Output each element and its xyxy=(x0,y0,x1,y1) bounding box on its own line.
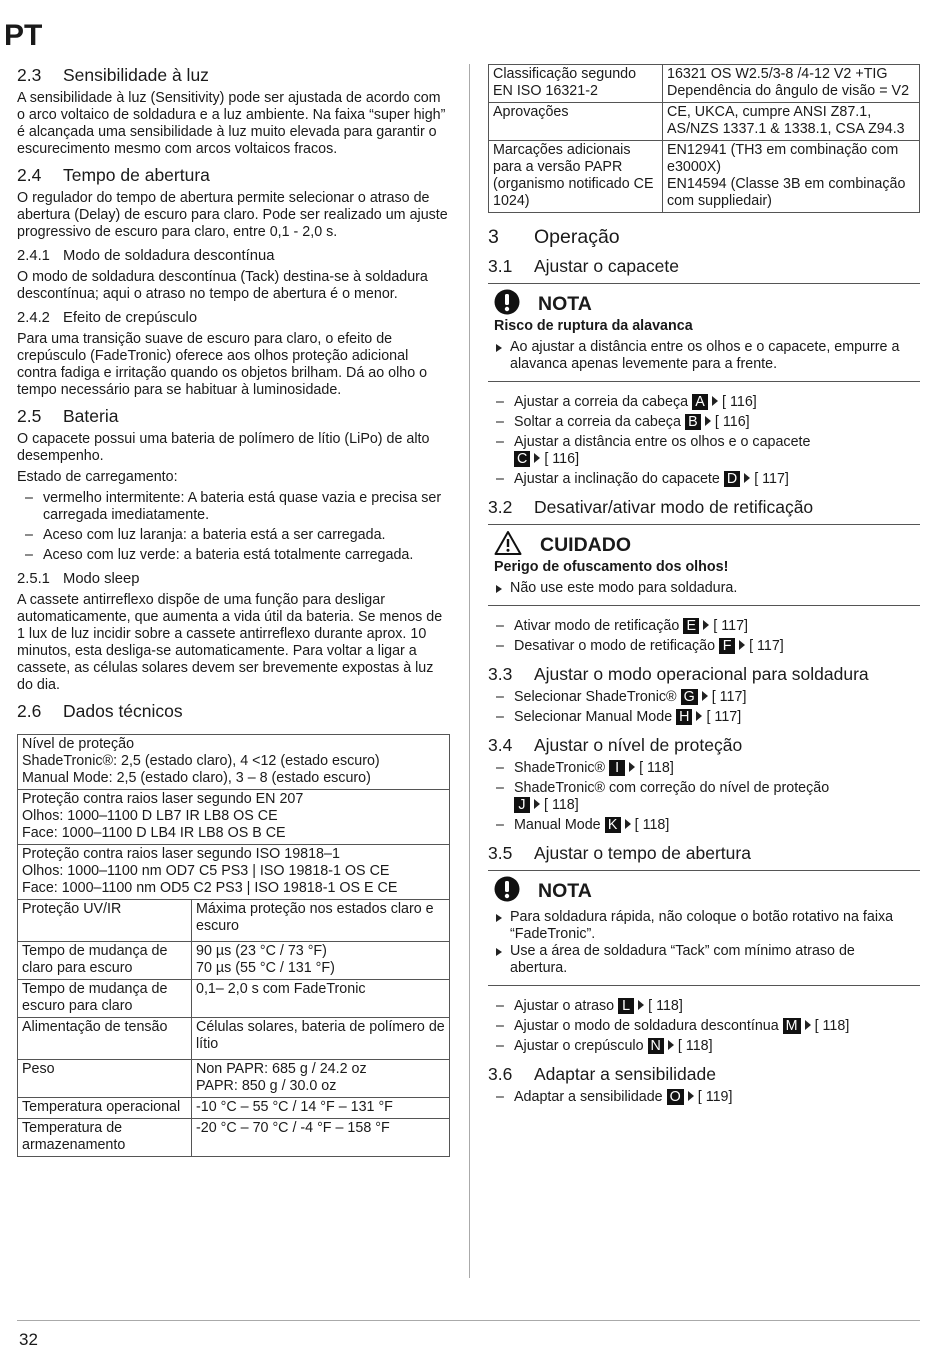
step-item: – Selecionar ShadeTronic® G [ 117] xyxy=(488,689,920,706)
arrow-right-icon xyxy=(625,819,631,829)
step-item: – Ajustar o atraso L [ 118] xyxy=(488,998,920,1015)
table-key: Tempo de mudança de claro para escuro xyxy=(18,942,192,980)
figure-label: B xyxy=(685,414,701,430)
table-row xyxy=(18,790,450,845)
table-row xyxy=(18,735,450,790)
arrow-right-icon xyxy=(703,620,709,630)
step-item: – Adaptar a sensibilidade O [ 119] xyxy=(488,1089,920,1106)
arrow-right-icon xyxy=(705,416,711,426)
step-item: – Ajustar a distância entre os olhos e o capacete C [ 116] xyxy=(488,434,920,468)
figure-label: I xyxy=(609,760,625,776)
step-item: – Ativar modo de retificação E [ 117] xyxy=(488,618,920,635)
section-body: A sensibilidade à luz (Sensitivity) pode ser ajustada de acordo com o arco voltaico de soldadura e a luz ambiente. Na faixa “super high” é alcançada uma sensibilidade à luz muito elevada para garantir o escurecimento mesmo com arcos voltaicos fracos. xyxy=(17,90,446,157)
table-row xyxy=(18,942,450,980)
table-cell: Nível de proteção ShadeTronic®: 2,5 (estado claro), 4 <12 (estado escuro) Manual Mode: 2,5 (estado claro), 3 – 8 (estado escuro) xyxy=(18,735,450,790)
table-key: Marcações adicionais para a versão PAPR (organismo notificado CE 1024) xyxy=(489,141,663,213)
section-heading-3-5: 3.5 Ajustar o tempo de abertura xyxy=(488,843,751,863)
step-item: – Selecionar Manual Mode H [ 117] xyxy=(488,709,920,726)
table-cell: Proteção contra raios laser segundo EN 207 Olhos: 1000–1100 D LB7 IR LB8 OS CE Face: 1000–1100 D LB4 IR LB8 OS B CE xyxy=(18,790,450,845)
table-value: 90 µs (23 °C / 73 °F) 70 µs (55 °C / 131 °F) xyxy=(192,942,450,980)
list-item: Não use este modo para soldadura. xyxy=(494,580,916,597)
table-cell: Proteção contra raios laser segundo ISO 19818–1 Olhos: 1000–1100 nm OD7 C5 PS3 | ISO 19818-1 OS CE Face: 1000–1100 nm OD5 C2 PS3 | ISO 19818-1 OS E CE xyxy=(18,845,450,900)
step-list xyxy=(488,998,920,1055)
notice-list xyxy=(494,909,916,977)
table-value: 0,1– 2,0 s com FadeTronic xyxy=(192,980,450,1018)
column-divider xyxy=(469,64,470,1278)
arrow-right-icon xyxy=(712,396,718,406)
table-row xyxy=(18,900,450,942)
section-heading-2-3: 2.3 Sensibilidade à luz xyxy=(17,65,209,85)
table-value: Máxima proteção nos estados claro e escuro xyxy=(192,900,450,942)
section-heading-3-1: 3.1 Ajustar o capacete xyxy=(488,256,679,276)
technical-data-table-continued xyxy=(488,64,920,213)
list-item: – vermelho intermitente: A bateria está quase vazia e precisa ser carregada imediatamente. xyxy=(17,490,450,524)
step-item: – Ajustar a inclinação do capacete D [ 117] xyxy=(488,471,920,488)
step-list xyxy=(488,618,920,655)
figure-label: F xyxy=(719,638,735,654)
left-column xyxy=(17,64,450,1157)
step-item: – Desativar o modo de retificação F [ 117] xyxy=(488,638,920,655)
arrow-right-icon xyxy=(668,1040,674,1050)
table-key: Temperatura de armazenamento xyxy=(18,1119,192,1157)
table-row xyxy=(489,141,920,213)
table-row xyxy=(18,1018,450,1060)
step-list xyxy=(488,1089,920,1106)
step-list xyxy=(488,689,920,726)
arrow-right-icon xyxy=(702,691,708,701)
list-item: – Aceso com luz verde: a bateria está totalmente carregada. xyxy=(17,547,450,564)
step-list xyxy=(488,394,920,488)
footer-divider xyxy=(17,1320,920,1321)
figure-label: O xyxy=(667,1089,684,1105)
table-key: Temperatura operacional xyxy=(18,1098,192,1119)
arrow-right-icon xyxy=(688,1091,694,1101)
table-key: Tempo de mudança de escuro para claro xyxy=(18,980,192,1018)
section-body: O modo de soldadura descontínua (Tack) destina-se à soldadura descontínua; aqui o atraso no tempo de abertura é o menor. xyxy=(17,269,428,302)
table-key: Peso xyxy=(18,1060,192,1098)
table-row xyxy=(18,980,450,1018)
section-heading-2-4-2: 2.4.2 Efeito de crepúsculo xyxy=(17,310,198,326)
step-item: – ShadeTronic® I [ 118] xyxy=(488,760,920,777)
notice-box xyxy=(488,870,920,986)
figure-label: K xyxy=(605,817,621,833)
caution-box xyxy=(488,524,920,606)
section-heading-3: 3 Operação xyxy=(488,226,620,248)
figure-label: H xyxy=(676,709,692,725)
table-value: Non PAPR: 685 g / 24.2 oz PAPR: 850 g / 30.0 oz xyxy=(192,1060,450,1098)
figure-label: D xyxy=(724,471,740,487)
figure-label: A xyxy=(692,394,708,410)
right-column xyxy=(488,64,920,1106)
notice-title: NOTA xyxy=(538,292,592,315)
table-value: 16321 OS W2.5/3-8 /4-12 V2 +TIG Dependência do ângulo de visão = V2 xyxy=(663,65,920,103)
caution-title: CUIDADO xyxy=(540,533,631,556)
table-value: EN12941 (TH3 em combinação com e3000X) EN14594 (Classe 3B em combinação com suppliedair) xyxy=(663,141,920,213)
table-key: Alimentação de tensão xyxy=(18,1018,192,1060)
caution-subtitle: Perigo de ofuscamento dos olhos! xyxy=(494,559,729,575)
page-number: 32 xyxy=(19,1330,38,1349)
list-item: Ao ajustar a distância entre os olhos e o capacete, empurre a alavanca apenas levemente para a frente. xyxy=(494,339,916,373)
exclamation-circle-icon xyxy=(494,876,520,907)
notice-list xyxy=(494,339,916,373)
arrow-right-icon xyxy=(638,1000,644,1010)
arrow-right-icon xyxy=(805,1020,811,1030)
notice-subtitle: Risco de ruptura da alavanca xyxy=(494,318,693,334)
section-heading-2-4-1: 2.4.1 Modo de soldadura descontínua xyxy=(17,248,275,264)
arrow-right-icon xyxy=(534,799,540,809)
table-key: Proteção UV/IR xyxy=(18,900,192,942)
figure-label: C xyxy=(514,451,530,467)
section-heading-3-4: 3.4 Ajustar o nível de proteção xyxy=(488,735,743,755)
notice-box xyxy=(488,283,920,382)
table-row xyxy=(18,1060,450,1098)
step-item: – ShadeTronic® com correção do nível de proteção J [ 118] xyxy=(488,780,920,814)
table-row xyxy=(18,1119,450,1157)
section-body: O capacete possui uma bateria de polímero de lítio (LiPo) de alto desempenho. xyxy=(17,431,430,464)
arrow-right-icon xyxy=(744,473,750,483)
section-body: O regulador do tempo de abertura permite selecionar o atraso de abertura (Delay) de escuro para claro. Pode ser realizado um ajuste progressivo de escuro para claro, entre 0,1 - 2,0 s. xyxy=(17,190,448,240)
table-row xyxy=(18,1098,450,1119)
section-heading-2-5-1: 2.5.1 Modo sleep xyxy=(17,571,140,587)
figure-label: L xyxy=(618,998,634,1014)
section-heading-2-5: 2.5 Bateria xyxy=(17,406,119,426)
caution-list xyxy=(494,580,916,597)
arrow-right-icon xyxy=(629,762,635,772)
table-value: -20 °C – 70 °C / -4 °F – 158 °F xyxy=(192,1119,450,1157)
charging-status-label: Estado de carregamento: xyxy=(17,469,178,485)
step-item: – Soltar a correia da cabeça B [ 116] xyxy=(488,414,920,431)
technical-data-table xyxy=(17,734,450,1157)
section-body: A cassete antirreflexo dispõe de uma função para desligar automaticamente, que aumenta a vida útil da bateria. Se menos de 1 lux de luz incidir sobre a cassete antirreflexo durante aprox. 10 minutos, esta desliga-se automaticamente. Para voltar a ligar a cassete, as células solares devem ser brevemente expostas à luz do dia. xyxy=(17,592,443,693)
figure-label: E xyxy=(683,618,699,634)
section-heading-3-6: 3.6 Adaptar a sensibilidade xyxy=(488,1064,716,1084)
section-heading-2-6: 2.6 Dados técnicos xyxy=(17,701,183,721)
section-heading-3-3: 3.3 Ajustar o modo operacional para soldadura xyxy=(488,664,869,684)
table-key: Classificação segundo EN ISO 16321-2 xyxy=(489,65,663,103)
table-value: CE, UKCA, cumpre ANSI Z87.1, AS/NZS 1337.1 & 1338.1, CSA Z94.3 xyxy=(663,103,920,141)
step-item: – Ajustar o modo de soldadura descontínua M [ 118] xyxy=(488,1018,920,1035)
section-heading-3-2: 3.2 Desativar/ativar modo de retificação xyxy=(488,497,814,517)
table-value: Células solares, bateria de polímero de lítio xyxy=(192,1018,450,1060)
arrow-right-icon xyxy=(739,640,745,650)
table-row xyxy=(489,65,920,103)
figure-label: M xyxy=(783,1018,801,1034)
table-key: Aprovações xyxy=(489,103,663,141)
list-item: Para soldadura rápida, não coloque o botão rotativo na faixa “FadeTronic”. xyxy=(494,909,916,943)
step-item: – Ajustar a correia da cabeça A [ 116] xyxy=(488,394,920,411)
arrow-right-icon xyxy=(696,711,702,721)
figure-label: G xyxy=(681,689,698,705)
section-body: Para uma transição suave de escuro para claro, o efeito de crepúsculo (FadeTronic) oferece aos olhos proteção adicional contra fadiga e irritação quando os objetos brilham. Dá ao olho o tempo necessário para se habituar à luminosidade. xyxy=(17,331,428,398)
step-item: – Ajustar o crepúsculo N [ 118] xyxy=(488,1038,920,1055)
arrow-right-icon xyxy=(534,453,540,463)
exclamation-circle-icon xyxy=(494,289,520,320)
figure-label: N xyxy=(648,1038,664,1054)
step-item: – Manual Mode K [ 118] xyxy=(488,817,920,834)
section-heading-2-4: 2.4 Tempo de abertura xyxy=(17,165,210,185)
warning-triangle-icon xyxy=(494,530,522,561)
list-item: – Aceso com luz laranja: a bateria está a ser carregada. xyxy=(17,527,450,544)
table-row xyxy=(18,845,450,900)
language-code: PT xyxy=(4,19,43,52)
charging-status-list xyxy=(17,490,450,564)
list-item: Use a área de soldadura “Tack” com mínimo atraso de abertura. xyxy=(494,943,916,977)
notice-title: NOTA xyxy=(538,879,592,902)
step-list xyxy=(488,760,920,834)
table-value: -10 °C – 55 °C / 14 °F – 131 °F xyxy=(192,1098,450,1119)
figure-label: J xyxy=(514,797,530,813)
table-row xyxy=(489,103,920,141)
